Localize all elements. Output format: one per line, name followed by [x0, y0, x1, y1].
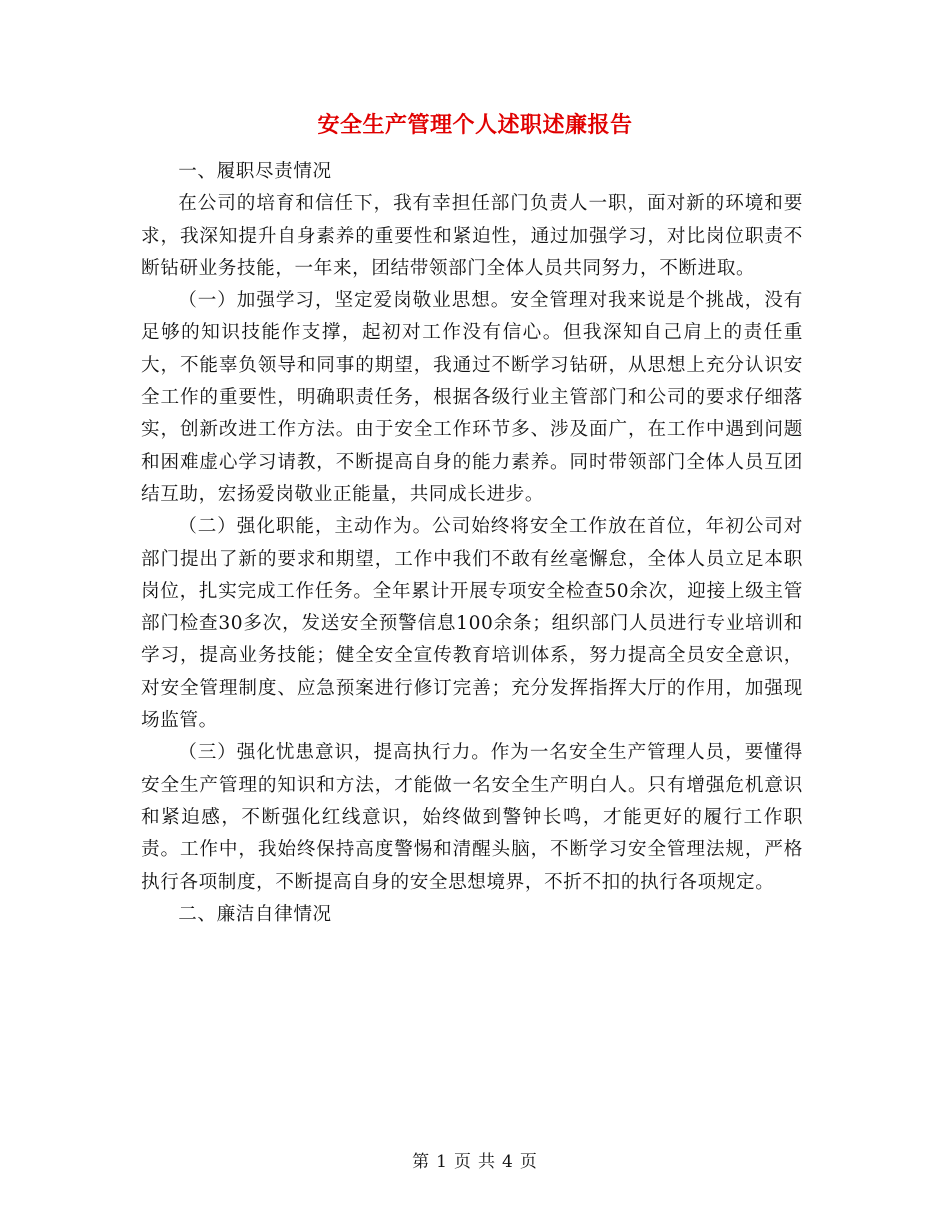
paragraph-function: （二）强化职能，主动作为。公司始终将安全工作放在首位，年初公司对部门提出了新的要求和期望，工作中我们不敢有丝毫懈怠，全体人员立足本职岗位，扎实完成工作任务。全年累计开展专项安全检查50余次，迎接上级主管部门检查30多次，发送安全预警信息100余条；组织部门人员进行专业培训和学习，提高业务技能；健全安全宣传教育培训体系，努力提高全员安全意识，对安全管理制度、应急预案进行修订完善；充分发挥指挥大厅的作用，加强现场监管。 — [141, 516, 803, 732]
footer-page-number: 1 — [436, 1152, 448, 1172]
document-title: 安全生产管理个人述职述廉报告 — [317, 113, 633, 138]
paragraph-awareness: （三）强化忧患意识，提高执行力。作为一名安全生产管理人员，要懂得安全生产管理的知识和方法，才能做一名安全生产明白人。只有增强危机意识和紧迫感，不断强化红线意识，始终做到警钟长鸣，才能更好的履行工作职责。工作中，我始终保持高度警惕和清醒头脑，不断学习安全管理法规，严格执行各项制度，不断提高自身的安全思想境界，不折不扣的执行各项规定。 — [141, 742, 803, 893]
section-heading-1: 一、履职尽责情况 — [178, 161, 332, 182]
footer-prefix: 第 — [412, 1152, 431, 1172]
footer-total-pages: 4 — [502, 1152, 514, 1172]
paragraph-intro: 在公司的培育和信任下，我有幸担任部门负责人一职，面对新的环境和要求，我深知提升自身素养的重要性和紧迫性，通过加强学习，对比岗位职责不断钻研业务技能，一年来，团结带领部门全体人员共同努力，不断进取。 — [141, 193, 803, 279]
document-body — [141, 156, 803, 931]
footer-page-label: 页 — [454, 1152, 472, 1172]
footer-suffix: 页 — [519, 1152, 538, 1172]
section-heading-2: 二、廉洁自律情况 — [178, 903, 332, 925]
page-footer — [0, 1150, 950, 1174]
paragraph-study: （一）加强学习，坚定爱岗敬业思想。安全管理对我来说是个挑战，没有足够的知识技能作支撑，起初对工作没有信心。但我深知自己肩上的责任重大，不能辜负领导和同事的期望，我通过不断学习钻研，从思想上充分认识安全工作的重要性，明确职责任务，根据各级行业主管部门和公司的要求仔细落实，创新改进工作方法。由于安全工作环节多、涉及面广，在工作中遇到问题和困难虚心学习请教，不断提高自身的能力素养。同时带领部门全体人员互团结互助，宏扬爱岗敬业正能量，共同成长进步。 — [141, 290, 803, 505]
footer-total-label: 共 — [478, 1152, 496, 1172]
